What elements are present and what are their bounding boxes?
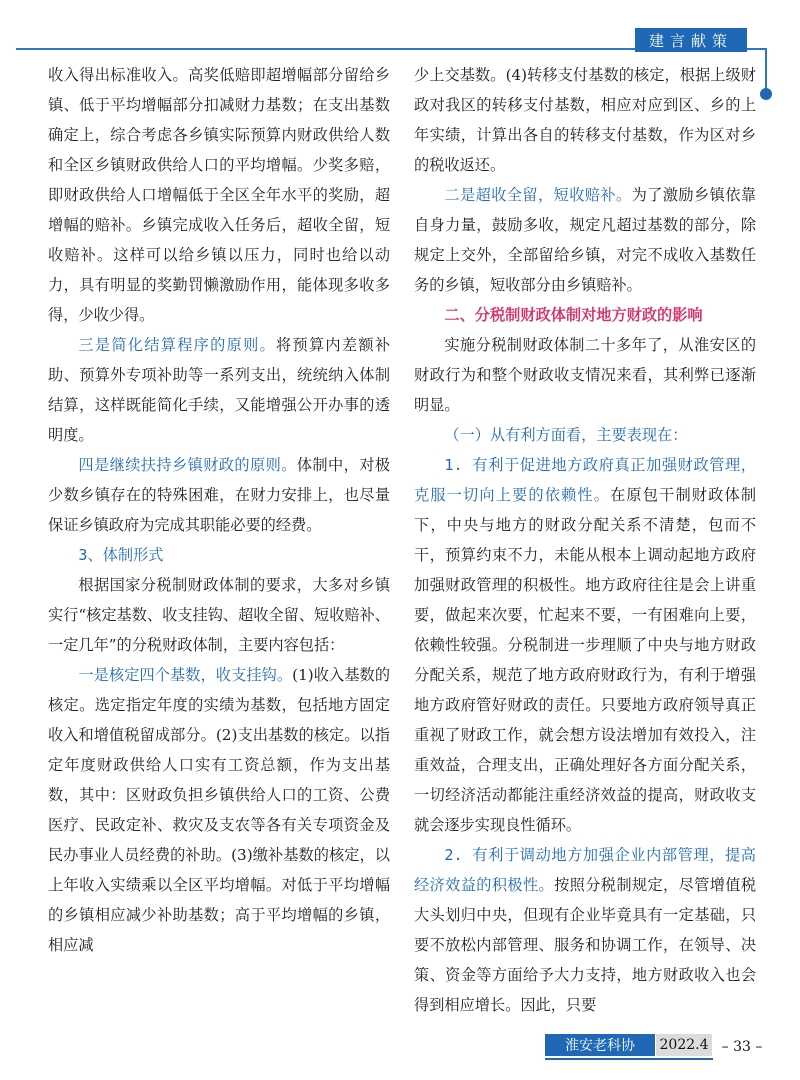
paragraph-text: 少上交基数。(4)转移支付基数的核定，根据上级财政对我区的转移支付基数，相应对应到区、乡的上年实绩，计算出各自的转移支付基数，作为区对乡的税收返还。 [414,66,756,174]
paragraph-lead: 二是超收全留，短收赔补。 [444,186,632,204]
paragraph-text: 在原包干制财政体制下，中央与地方的财政分配关系不清楚，包而不干，预算约束不力，未能从根本上调动起地方政府加强财政管理的积极性。地方政府往往是会上讲重要，做起来次要，忙起来不要，一有困难向上要，依赖性较强。分税制进一步理顺了中央与地方财政分配关系，规范了地方政府财政行为，有利于增强地方政府管好财政的责任。只要地方政府领导真正重视了财政工作，就会想方设法增加有效投入，注重效益，合理支出，正确处理好各方面分配关系，一切经济活动都能注重经济效益的提高，财政收支就会逐步实现良性循环。 [414,486,757,834]
section-label: 建言献策 [635,28,747,52]
paragraph-lead: （一）从有利方面看，主要表现在： [444,426,688,444]
header-dot-icon [760,88,772,100]
paragraph [414,330,756,420]
paragraph-lead: 2. 有利于调动地方加强企业内部管理，提高经济效益的积极性。 [414,846,756,894]
paragraph [414,450,756,840]
paragraph-text: 为了激励乡镇依靠自身力量，鼓励多收，规定凡超过基数的部分，除规定上交外，全部留给乡镇，对完不成收入基数任务的乡镇，短收部分由乡镇赔补。 [414,186,757,294]
paragraph-lead: 1. 有利于促进地方政府真正加强财政管理，克服一切向上要的依赖性。 [414,456,756,504]
paragraph-lead: 四是继续扶持乡镇财政的原则。 [78,456,297,474]
paragraph [48,660,390,960]
paragraph-text: 按照分税制规定，尽管增值税大头划归中央，但现有企业毕竟具有一定基础，只要不放松内部管理、服务和协调工作，在领导、决策、资金等方面给予大力支持，地方财政收入也会得到相应增长。因此，只要 [414,876,756,1014]
right-column [414,60,756,1020]
left-column [48,60,390,960]
paragraph-text: (1)收入基数的核定。选定指定年度的实绩为基数，包括地方固定收入和增值税留成部分。(2)支出基数的核定。以指定年度财政供给人口实有工资总额，作为支出基数，其中：区财政负担乡镇供给人口的工资、公费医疗、民政定补、救灾及支农等各有关专项资金及民办事业人员经费的补助。(3)缴补基数的核定，以上年收入实绩乘以全区平均增幅。对低于平均增幅的乡镇相应减少补助基数；高于平均增幅的乡镇，相应减 [48,666,391,954]
paragraph [48,570,390,660]
paragraph-lead: 三是简化结算程序的原则。 [78,336,277,354]
paragraph-text: 实施分税制财政体制二十多年了，从淮安区的财政行为和整个财政收支情况来看，其利弊已逐渐明显。 [414,336,756,414]
paragraph-lead: 一是核定四个基数，收支挂钩。 [78,666,293,684]
paragraph-text: 收入得出标准收入。高奖低赔即超增幅部分留给乡镇、低于平均增幅部分扣减财力基数；在支出基数确定上，综合考虑各乡镇实际预算内财政供给人数和全区乡镇财政供给人口的平均增幅。少奖多赔，即财政供给人口增幅低于全区全年水平的奖励，超增幅的赔补。乡镇完成收入任务后，超收全留，短收赔补。这样可以给乡镇以压力，同时也给以动力，具有明显的奖勤罚懒激励作用，能体现多收多得，少收少得。 [48,66,390,324]
footer-journal: 淮安老科协 [545,1034,655,1056]
paragraph-lead: 3、体制形式 [78,546,164,564]
paragraph [48,330,390,450]
paragraph-text: 根据国家分税制财政体制的要求，大多对乡镇实行“核定基数、收支挂钩、超收全留、短收赔补、一定几年”的分税财政体制，主要内容包括： [48,576,390,654]
paragraph [414,840,756,1020]
paragraph [414,180,756,300]
section-heading [414,300,756,330]
footer-issue: 2022.4 [656,1034,712,1056]
paragraph [48,450,390,540]
page-number: – 33 – [721,1039,763,1055]
paragraph-text: 体制中，对极少数乡镇存在的特殊困难，在财力安排上，也尽量保证乡镇政府为完成其职能必要的经费。 [48,456,391,534]
paragraph-text: 将预算内差额补助、预算外专项补助等一系列支出，统统纳入体制结算，这样既能简化手续，又能增强公开办事的透明度。 [48,336,391,444]
paragraph [414,420,756,450]
section-heading-text: 二、分税制财政体制对地方财政的影响 [444,306,703,324]
paragraph [48,540,390,570]
paragraph [414,60,756,180]
paragraph [48,60,390,330]
footer-rule [545,1058,713,1060]
header-side-rule [765,48,767,92]
